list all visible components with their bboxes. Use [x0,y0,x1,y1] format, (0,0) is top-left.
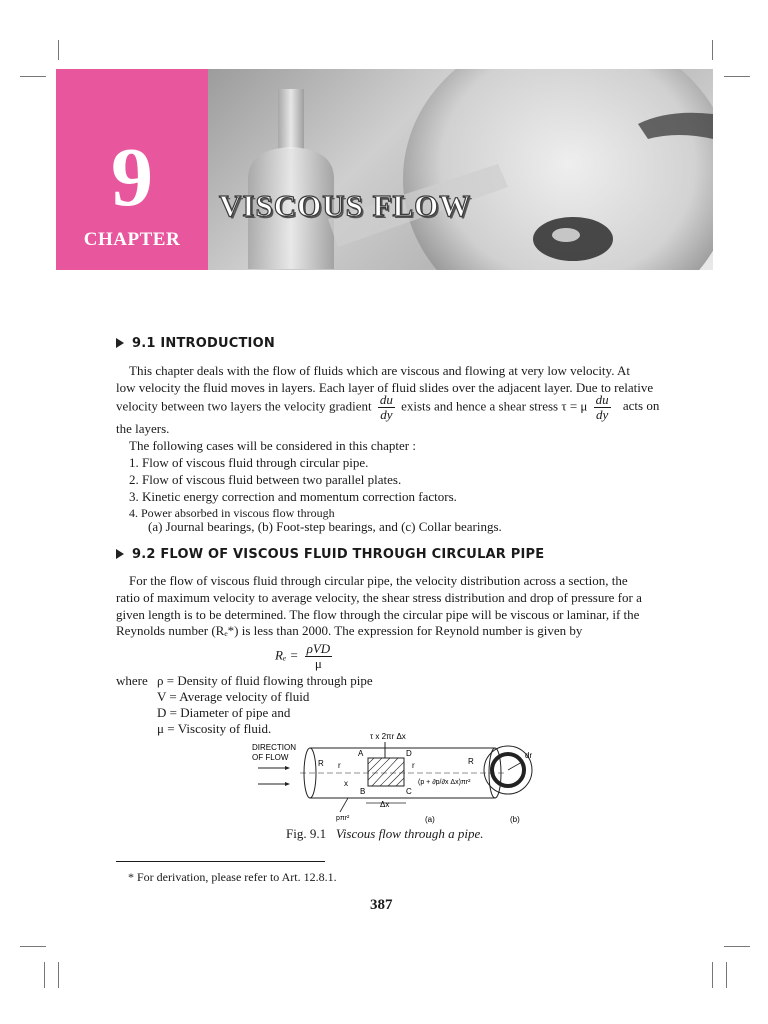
figure-label-p-area: pπr² [336,815,350,822]
figure-label-D: D [406,749,412,758]
heading-text: 9.2 FLOW OF VISCOUS FLUID THROUGH CIRCULAR PIPE [132,547,545,562]
where-label: where [116,673,148,688]
reynolds-equation [275,642,335,671]
figure-label-R-right: R [468,757,474,766]
numerator: du [595,392,609,407]
section-heading-circular-pipe [116,547,544,562]
flow-arrowhead [285,782,290,786]
figure-label-b: (b) [510,815,520,824]
figure-label-r: r [338,761,341,770]
list-item: 2. Flow of viscous fluid between two parallel plates. [129,472,402,487]
crop-mark [58,962,59,988]
paragraph-line: For the flow of viscous fluid through circular pipe, the velocity distribution across a section, the [129,573,628,588]
figure-caption [286,826,484,842]
crop-mark [726,962,727,988]
chapter-number: 9 [111,131,153,224]
figure-label-pressure: (p + ∂p/∂x Δx)πr² [418,779,471,786]
footnote-rule [116,861,325,862]
figure-label-B: B [360,787,366,796]
denominator: μ [314,656,322,671]
hatch-lines [368,758,404,786]
triangle-bullet-icon [116,338,124,348]
chapter-photo [208,69,713,270]
definition-line: ρ = Density of fluid flowing through pipe [157,673,373,688]
caption-text: Viscous flow through a pipe. [335,826,484,841]
leader-line [340,798,348,812]
triangle-bullet-icon [116,549,124,559]
footnote: * For derivation, please refer to Art. 12.8.1. [128,870,337,884]
paragraph-line: the layers. [116,421,170,436]
text: exists and hence a shear stress τ = μ [401,398,588,414]
reynolds-fraction [305,642,333,671]
flow-arrowhead [285,766,290,770]
crop-mark [724,946,750,947]
figure-viscous-flow-pipe [240,728,570,824]
heading-text: 9.1 INTRODUCTION [132,336,275,351]
paragraph-line-with-fraction [116,393,659,422]
caption-number: Fig. 9.1 [286,826,327,841]
velocity-gradient-fraction [378,393,395,422]
numerator: ρVD [306,641,331,656]
figure-direction-label: DIRECTION [252,743,296,752]
paragraph-line: Reynolds number (Rₑ*) is less than 2000. The expression for Reynold number is given by [116,623,583,638]
crop-mark [712,40,713,60]
figure-label-r-right: r [412,761,415,770]
paragraph-line: low velocity the fluid moves in layers. Each layer of fluid slides over the adjacent layer. Due to relative [116,380,654,395]
equation-lhs: Rₑ = [275,647,299,663]
figure-label-A: A [358,749,364,758]
crop-mark [20,946,46,947]
paragraph-line: given length is to be determined. The flow through the circular pipe will be viscous or laminar, if the [116,607,640,622]
figure-label-C: C [406,787,412,796]
figure-label-dr: dr [525,751,533,760]
text: acts on [622,398,660,414]
definition-line: D = Diameter of pipe and [157,705,291,720]
figure-label-x: x [344,779,348,788]
list-item: 4. Power absorbed in viscous flow through [129,506,335,520]
definition-line: μ = Viscosity of fluid. [157,721,272,736]
definition-line: V = Average velocity of fluid [157,689,310,704]
figure-label-R: R [318,759,324,768]
crop-mark [712,962,713,988]
section-heading-introduction [116,336,275,351]
chapter-title: VISCOUS FLOW [219,188,472,223]
shear-stress-fraction [594,393,611,422]
crop-mark [724,76,750,77]
figure-label-shear: τ x 2πr Δx [370,732,406,741]
numerator: du [379,392,393,407]
paragraph-line: ratio of maximum velocity to average velocity, the shear stress distribution and drop of pressure for a [116,590,642,605]
list-item: 1. Flow of viscous fluid through circular pipe. [129,455,369,470]
list-item: 3. Kinetic energy correction and momentum correction factors. [129,489,457,504]
page-number: 387 [370,897,393,913]
crop-mark [58,40,59,60]
figure-label-dx: Δx [380,800,390,809]
denominator: dy [596,407,609,422]
chapter-label: CHAPTER [83,229,181,250]
list-intro: The following cases will be considered in this chapter : [129,438,417,453]
paragraph-line: This chapter deals with the flow of fluids which are viscous and flowing at very low velocity. At [129,363,630,378]
text: velocity between two layers the velocity gradient [116,398,372,414]
crop-mark [44,962,45,988]
radius-line [508,762,522,770]
lab-glassware-illustration [208,69,713,270]
figure-of-flow-label: OF FLOW [252,753,289,762]
denominator: dy [380,407,393,422]
figure-label-a: (a) [425,815,435,824]
list-subitems: (a) Journal bearings, (b) Foot-step bearings, and (c) Collar bearings. [148,519,502,534]
crop-mark [20,76,46,77]
